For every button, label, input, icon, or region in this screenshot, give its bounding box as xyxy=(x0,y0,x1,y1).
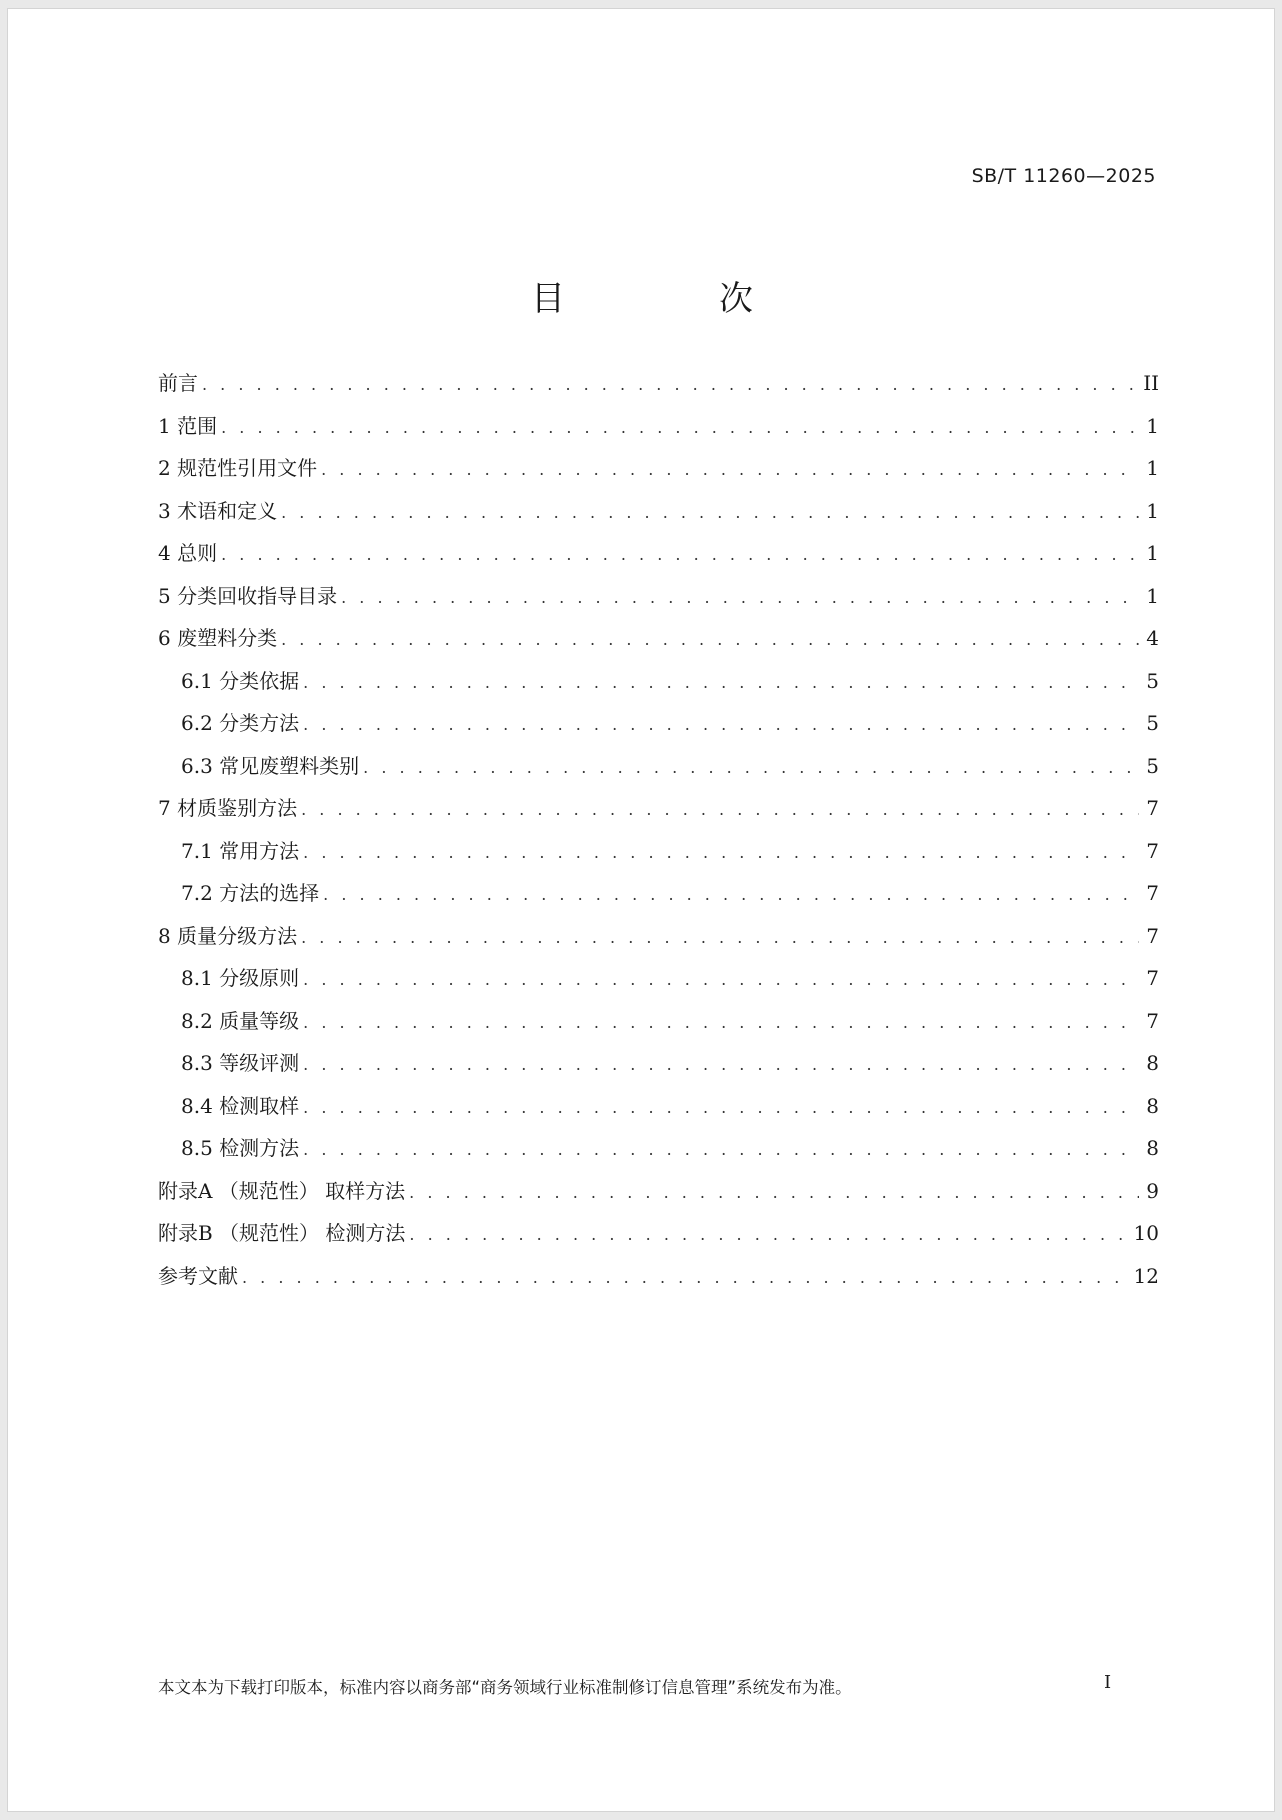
toc-entry-label: 8.3 等级评测 xyxy=(181,1051,300,1075)
toc-entry-6-3[interactable] xyxy=(158,750,1159,793)
toc-entry-page: 1 xyxy=(1146,456,1159,480)
toc-entry-label: 8.4 检测取样 xyxy=(181,1093,300,1118)
document-page xyxy=(7,8,1275,1812)
toc-entry-label: 6 废塑料分类 xyxy=(158,626,278,650)
toc-entry-label: 3 术语和定义 xyxy=(158,498,278,523)
toc-entry-page: 1 xyxy=(1146,541,1159,565)
toc-entry-8-3[interactable] xyxy=(158,1047,1159,1090)
toc-entry-label: 附录A （规范性） 取样方法 xyxy=(158,1178,406,1203)
toc-entry-label: 6.1 分类依据 xyxy=(181,668,300,693)
toc-entry-label: 6.3 常见废塑料类别 xyxy=(181,753,360,778)
toc-entry-page: 8 xyxy=(1146,1136,1159,1160)
toc-entry-page: 5 xyxy=(1146,711,1159,735)
toc-leader-dots xyxy=(303,843,1139,862)
toc-entry-page: 1 xyxy=(1146,498,1159,523)
toc-entry-label: 1 范围 xyxy=(158,413,218,438)
toc-leader-dots xyxy=(303,970,1139,989)
page-number: I xyxy=(1104,1672,1112,1693)
toc-entry-label: 8.5 检测方法 xyxy=(181,1136,300,1160)
toc-leader-dots xyxy=(303,673,1139,692)
footer-note: 本文本为下载打印版本，标准内容以商务部“商务领域行业标准制修订信息管理”系统发布为准。 xyxy=(158,1678,852,1697)
toc-entry-2[interactable] xyxy=(158,452,1159,495)
toc-leader-dots xyxy=(221,418,1139,437)
toc-leader-dots xyxy=(303,1098,1139,1117)
toc-entry-label: 7 材质鉴别方法 xyxy=(158,796,298,820)
toc-entry-6-2[interactable] xyxy=(158,707,1159,750)
toc-entry-5[interactable] xyxy=(158,580,1159,623)
toc-entry-6-1[interactable] xyxy=(158,665,1159,708)
toc-entry-label: 前言 xyxy=(158,371,198,395)
toc-entry-page: 7 xyxy=(1146,796,1159,820)
toc-entry-page: 12 xyxy=(1133,1263,1159,1288)
toc-leader-dots xyxy=(281,503,1139,522)
document-code: SB/T 11260—2025 xyxy=(971,165,1156,187)
toc-entry-label: 附录B （规范性） 检测方法 xyxy=(158,1221,406,1245)
toc-entry-1[interactable] xyxy=(158,410,1159,453)
toc-entry-8-2[interactable] xyxy=(158,1005,1159,1048)
toc-entry-appendix-b[interactable] xyxy=(158,1217,1159,1260)
toc-entry-references[interactable] xyxy=(158,1260,1159,1303)
toc-leader-dots xyxy=(303,715,1139,734)
toc-entry-6[interactable] xyxy=(158,622,1159,665)
toc-leader-dots xyxy=(242,1268,1128,1287)
toc-entry-8-5[interactable] xyxy=(158,1132,1159,1175)
toc-entry-appendix-a[interactable] xyxy=(158,1175,1159,1218)
toc-entry-3[interactable] xyxy=(158,495,1159,538)
toc-leader-dots xyxy=(409,1183,1139,1202)
toc-entry-page: 4 xyxy=(1146,626,1159,650)
toc-entry-page: 1 xyxy=(1146,413,1159,438)
toc-entry-7-1[interactable] xyxy=(158,835,1159,878)
toc-entry-page: 10 xyxy=(1133,1221,1159,1245)
toc-entry-page: 7 xyxy=(1146,966,1159,990)
toc-leader-dots xyxy=(341,588,1139,607)
toc-entry-page: 8 xyxy=(1146,1093,1159,1118)
toc-entry-page: 1 xyxy=(1146,583,1159,608)
toc-entry-8-1[interactable] xyxy=(158,962,1159,1005)
toc-leader-dots xyxy=(221,545,1139,564)
toc-leader-dots xyxy=(202,375,1137,394)
toc-entry-page: 7 xyxy=(1146,923,1159,948)
toc-entry-label: 6.2 分类方法 xyxy=(181,711,300,735)
toc-leader-dots xyxy=(303,1013,1139,1032)
toc-entry-4[interactable] xyxy=(158,537,1159,580)
toc-entry-page: 5 xyxy=(1146,668,1159,693)
toc-entry-7[interactable] xyxy=(158,792,1159,835)
toc-entry-7-2[interactable] xyxy=(158,877,1159,920)
page-title: 目 次 xyxy=(531,279,813,319)
toc-entry-label: 2 规范性引用文件 xyxy=(158,456,318,480)
toc-entry-label: 4 总则 xyxy=(158,541,218,565)
toc-entry-label: 参考文献 xyxy=(158,1263,238,1288)
toc-leader-dots xyxy=(323,885,1139,904)
toc-entry-page: 8 xyxy=(1146,1051,1159,1075)
toc-entry-page: 7 xyxy=(1146,838,1159,863)
toc-leader-dots xyxy=(301,800,1139,819)
toc-leader-dots xyxy=(363,758,1139,777)
toc-entry-page: II xyxy=(1143,371,1159,395)
toc-entry-8-4[interactable] xyxy=(158,1090,1159,1133)
toc-entry-label: 8.2 质量等级 xyxy=(181,1008,300,1033)
toc-entry-label: 5 分类回收指导目录 xyxy=(158,583,338,608)
toc-leader-dots xyxy=(303,1140,1139,1159)
toc-entry-page: 9 xyxy=(1146,1178,1159,1203)
toc-leader-dots xyxy=(281,630,1139,649)
toc-entry-page: 7 xyxy=(1146,1008,1159,1033)
toc-entry-label: 7.1 常用方法 xyxy=(181,838,300,863)
toc-entry-page: 5 xyxy=(1146,753,1159,778)
table-of-contents xyxy=(158,367,1159,1302)
toc-leader-dots xyxy=(303,1055,1139,1074)
toc-leader-dots xyxy=(409,1225,1127,1244)
toc-entry-label: 8.1 分级原则 xyxy=(181,966,300,990)
toc-entry-page: 7 xyxy=(1146,881,1159,905)
toc-entry-foreword[interactable] xyxy=(158,367,1159,410)
toc-entry-8[interactable] xyxy=(158,920,1159,963)
toc-leader-dots xyxy=(301,928,1139,947)
toc-entry-label: 7.2 方法的选择 xyxy=(181,881,320,905)
toc-leader-dots xyxy=(321,460,1139,479)
toc-entry-label: 8 质量分级方法 xyxy=(158,923,298,948)
